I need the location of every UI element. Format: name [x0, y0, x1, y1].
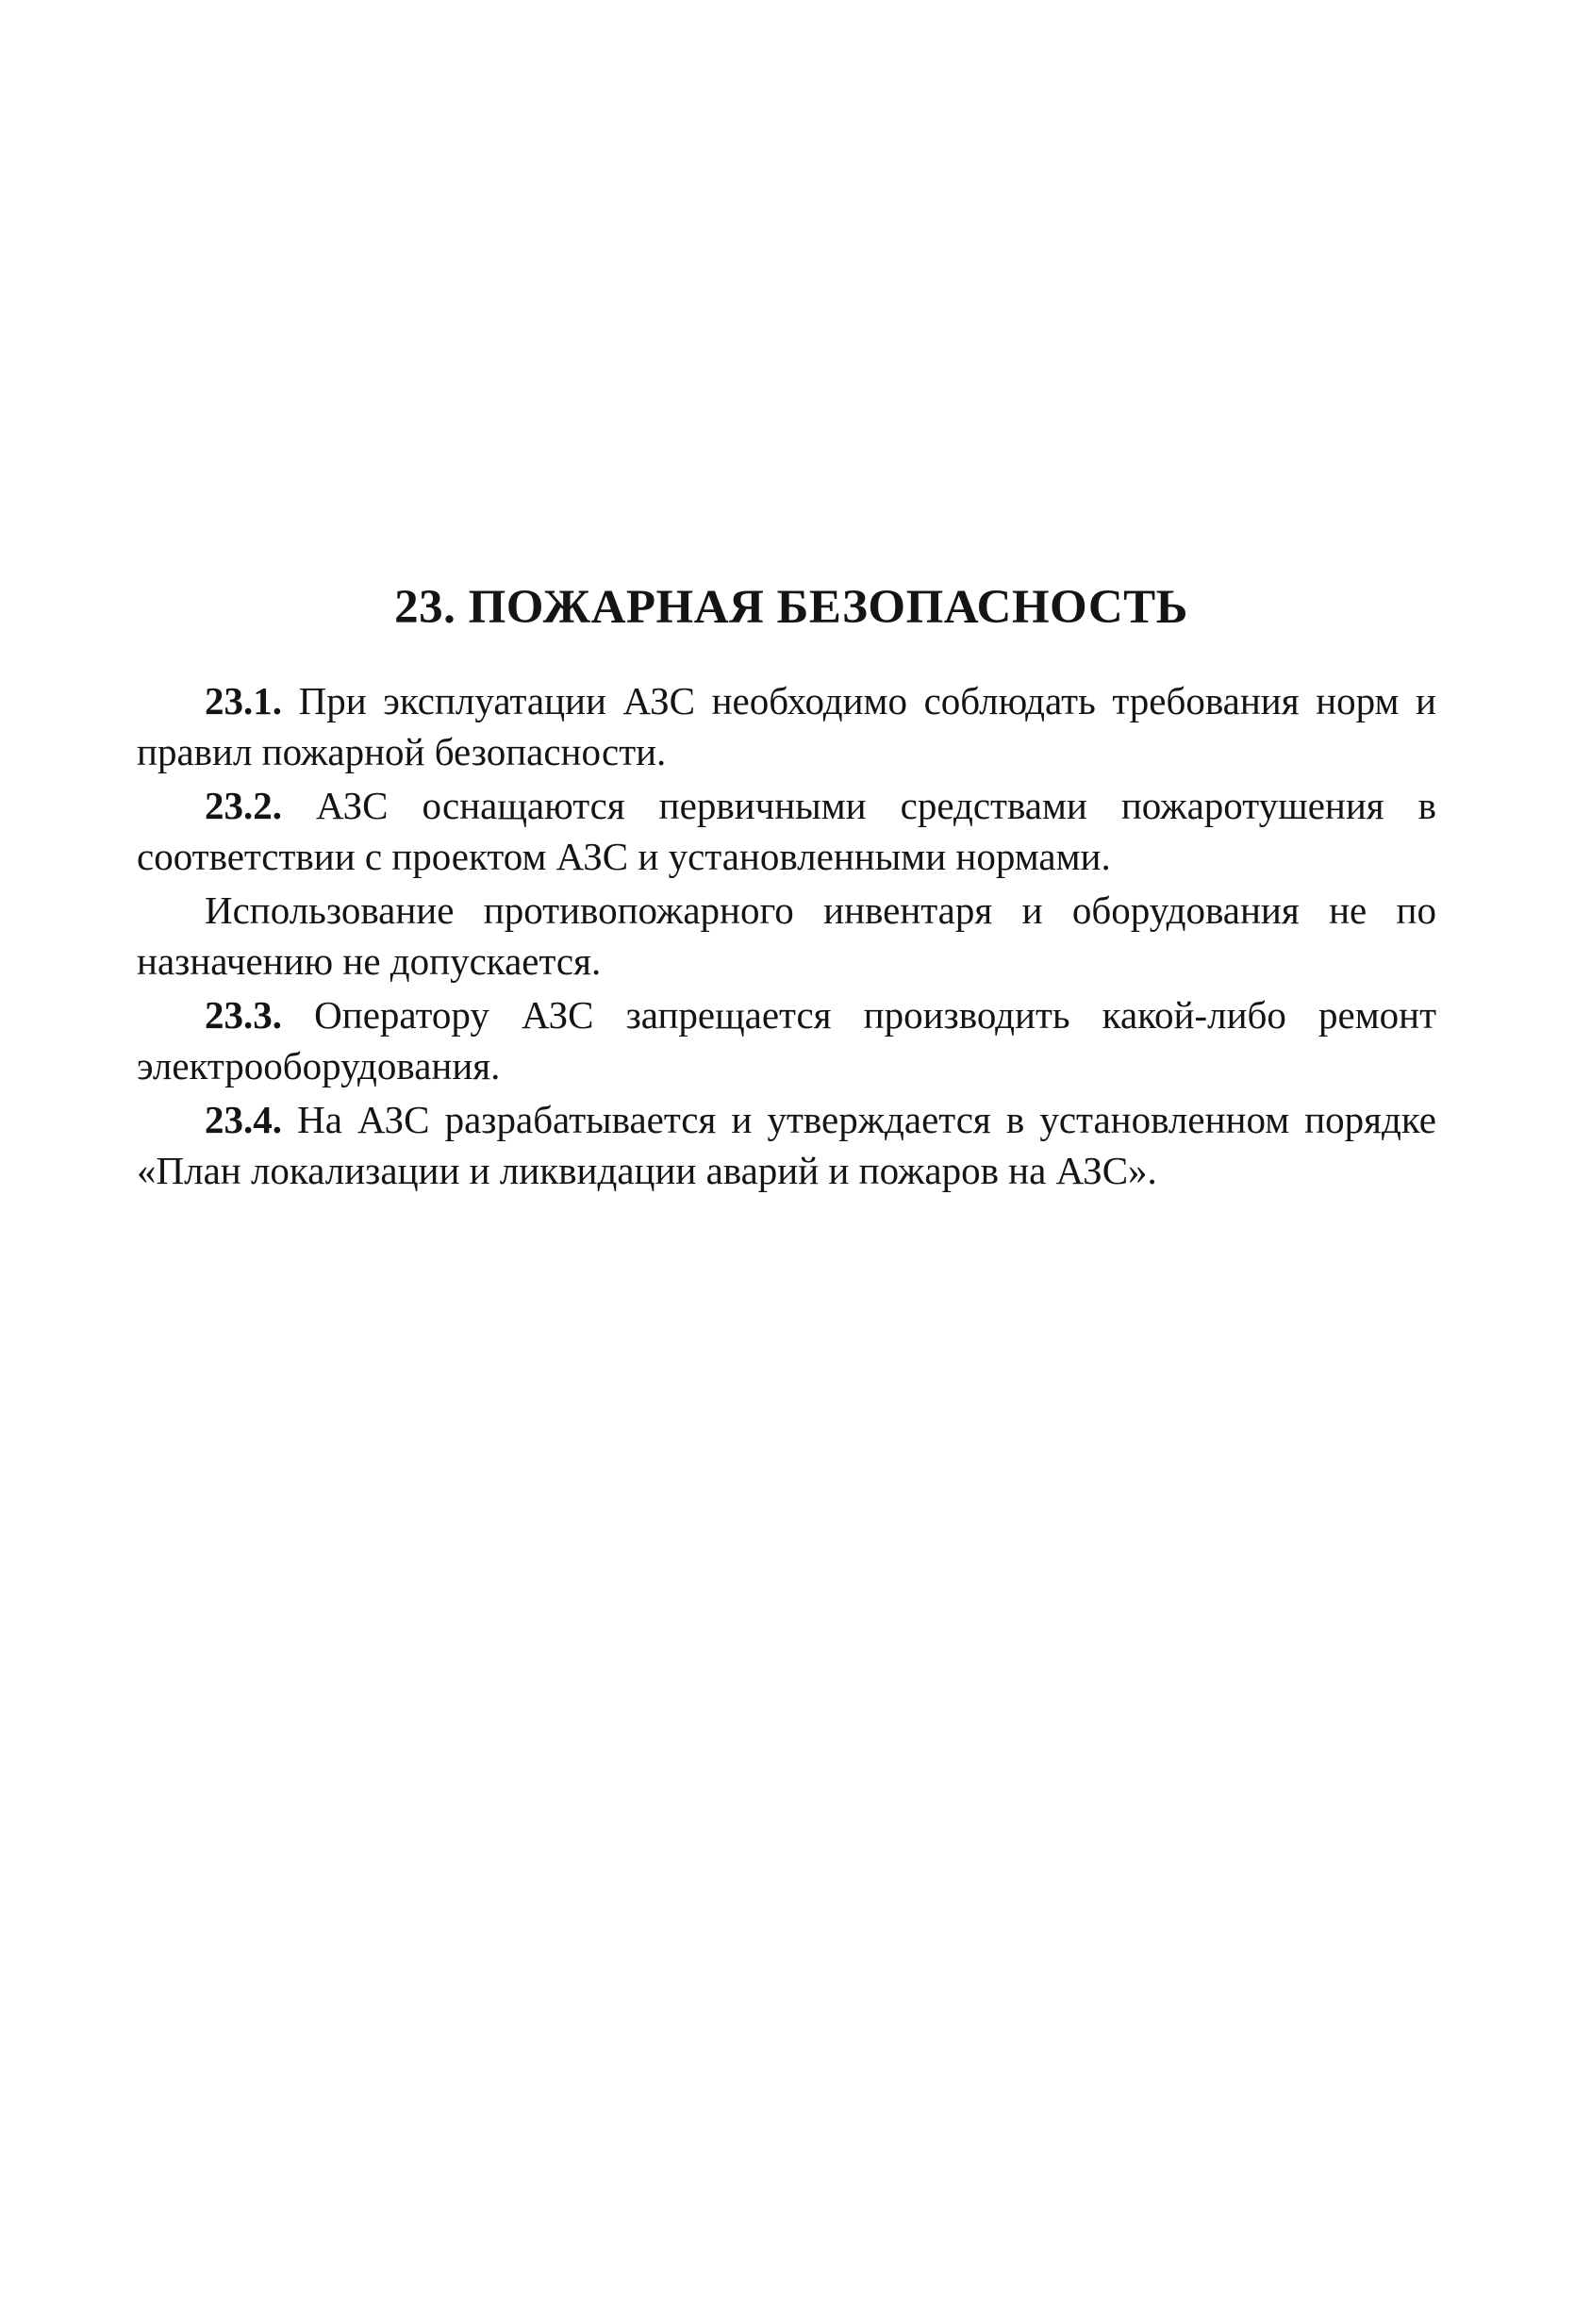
fire-safety-section	[137, 577, 1436, 1196]
paragraph-text: Оператору АЗС запрещается производить какой-либо ремонт электрооборудования.	[137, 993, 1437, 1087]
paragraph-23-1	[137, 675, 1436, 777]
paragraph-23-3	[137, 989, 1436, 1091]
section-heading: 23. ПОЖАРНАЯ БЕЗОПАСНОСТЬ	[394, 581, 1188, 634]
paragraph-text: При эксплуатации АЗС необходимо соблюдать требования норм и правил пожарной безопасности.	[137, 679, 1437, 773]
paragraph-number: 23.4.	[205, 1098, 282, 1141]
paragraph-text: АЗС оснащаются первичными средствами пожаротушения в соответствии с проектом АЗС и установленными нормами.	[137, 784, 1437, 878]
paragraph-23-4	[137, 1094, 1436, 1196]
paragraph-number: 23.2.	[205, 784, 282, 827]
paragraph-number: 23.3.	[205, 993, 282, 1037]
paragraph-text: На АЗС разрабатывается и утверждается в установленном порядке «План локализации и ликвидации аварий и пожаров на АЗС».	[137, 1098, 1436, 1192]
paragraph-number: 23.1.	[205, 679, 282, 722]
paragraph-23-2-continued	[137, 885, 1436, 987]
paragraph-23-2	[137, 780, 1436, 882]
paragraph-text: Использование противопожарного инвентаря и оборудования не по назначению не допускается.	[137, 888, 1436, 983]
